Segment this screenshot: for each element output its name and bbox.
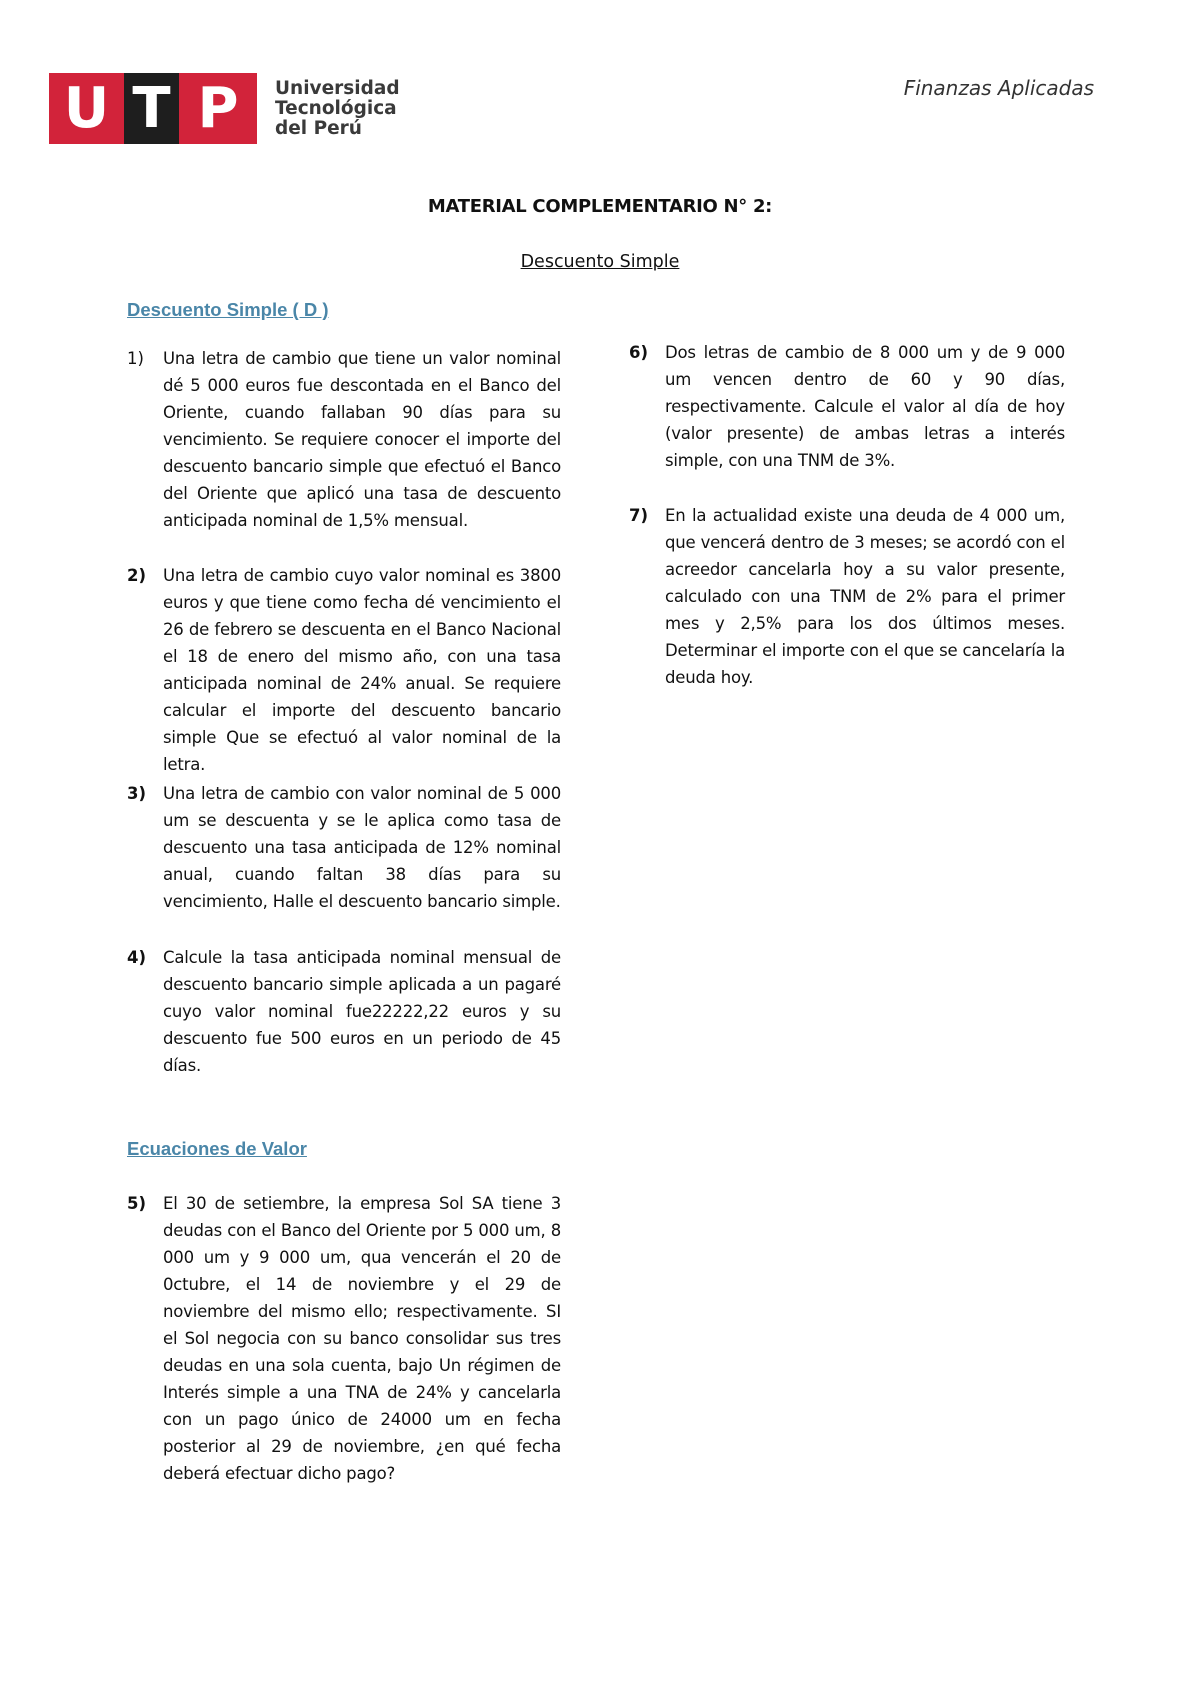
problem-item — [127, 944, 561, 1079]
section-heading-descuento-simple: Descuento Simple ( D ) — [127, 299, 329, 320]
problem-number: 6) — [629, 343, 649, 362]
logo-letter-u: U — [49, 73, 124, 144]
problem-text: En la actualidad existe una deuda de 4 000 um, que vencerá dentro de 3 meses; se acordó con el acreedor cancelarla hoy a su valor presente, calculado con una TNM de 2% para el primer mes y 2,5% para los dos últimos meses. Determinar el importe con el que se cancelaría la deuda hoy. — [665, 506, 1065, 687]
problem-text: Una letra de cambio cuyo valor nominal es 3800 euros y que tiene como fecha dé vencimiento el 26 de febrero se descuenta en el Banco Nacional el 18 de enero del mismo año, con una tasa anticipada nominal de 24% anual. Se requiere calcular el importe del descuento bancario simple Que se efectuó al valor nominal de la letra. — [163, 566, 561, 774]
logo-letter-t: T — [124, 73, 179, 144]
problem-number: 5) — [127, 1194, 147, 1213]
problem-item — [127, 1190, 561, 1487]
problem-text: El 30 de setiembre, la empresa Sol SA tiene 3 deudas con el Banco del Oriente por 5 000 um, 8 000 um y 9 000 um, qua vencerán el 20 de 0ctubre, el 14 de noviembre y el 29 de noviembre del mismo ello; respectivamente. SI el Sol negocia con su banco consolidar sus tres deudas en una sola cuenta, bajo Un régimen de Interés simple a una TNA de 24% y cancelarla con un pago único de 24000 um en fecha posterior al 29 de noviembre, ¿en qué fecha deberá efectuar dicho pago? — [163, 1194, 561, 1483]
document-subtitle: Descuento Simple — [520, 252, 680, 272]
section-heading-ecuaciones-de-valor: Ecuaciones de Valor — [127, 1138, 307, 1159]
problem-number: 4) — [127, 948, 147, 967]
problem-item — [629, 502, 1065, 691]
logo-line-3: del Perú — [275, 117, 362, 139]
problem-text: Una letra de cambio con valor nominal de 5 000 um se descuenta y se le aplica como tasa de descuento una tasa anticipada de 12% nominal anual, cuando faltan 38 días para su vencimiento, Halle el descuento bancario simple. — [163, 784, 561, 911]
problem-number: 2) — [127, 566, 147, 585]
logo-letter-p: P — [179, 73, 257, 144]
problem-number: 7) — [629, 506, 649, 525]
problem-text: Dos letras de cambio de 8 000 um y de 9 000 um vencen dentro de 60 y 90 días, respectivamente. Calcule el valor al día de hoy (valor presente) de ambas letras a interés simple, con una TNM de 3%. — [665, 343, 1065, 470]
problem-item — [127, 345, 561, 534]
problem-item — [127, 562, 561, 778]
problem-number: 1) — [127, 349, 144, 368]
problem-item — [629, 339, 1065, 474]
problem-text: Una letra de cambio que tiene un valor nominal dé 5 000 euros fue descontada en el Banco del Oriente, cuando fallaban 90 días para su vencimiento. Se requiere conocer el importe del descuento bancario simple que efectuó el Banco del Oriente que aplicó una tasa de descuento anticipada nominal de 1,5% mensual. — [163, 349, 561, 530]
problem-item — [127, 780, 561, 915]
right-column — [629, 0, 1065, 1698]
left-column — [127, 0, 561, 1698]
problem-text: Calcule la tasa anticipada nominal mensual de descuento bancario simple aplicada a un pagaré cuyo valor nominal fue22222,22 euros y su descuento fue 500 euros en un periodo de 45 días. — [163, 948, 561, 1075]
course-name: Finanzas Aplicadas — [903, 76, 1094, 100]
logo-line-1: Universidad — [275, 77, 400, 99]
logo-line-2: Tecnológica — [275, 97, 397, 119]
document-title: MATERIAL COMPLEMENTARIO N° 2: — [427, 196, 773, 217]
problem-number: 3) — [127, 784, 147, 803]
